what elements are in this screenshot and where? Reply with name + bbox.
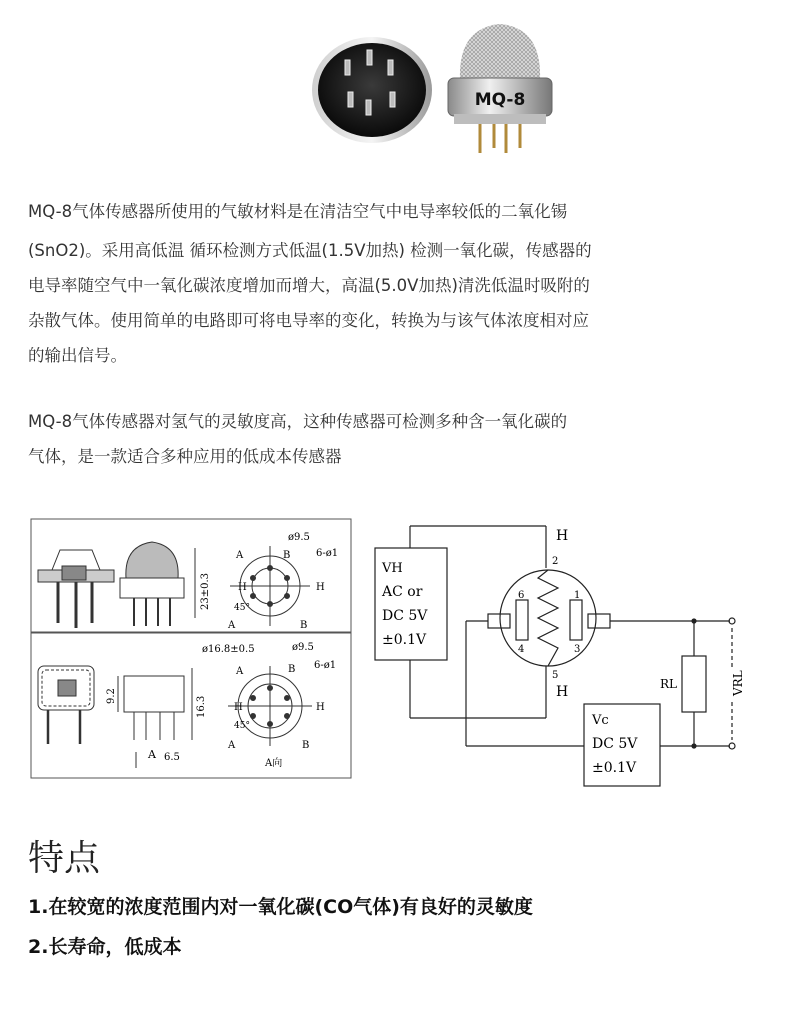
h-bottom-label: H	[556, 684, 569, 700]
dim-bottom-arrow-label: A	[148, 748, 156, 761]
description-paragraph-2	[28, 404, 768, 474]
feature-item-1: 1.在较宽的浓度范围内对一氧化碳(CO气体)有良好的灵敏度	[28, 896, 533, 918]
dim-top-label-b: B	[283, 550, 291, 561]
p1-line-4: 杂散气体。使用简单的电路即可将电导率的变化，转换为与该气体浓度相对应	[28, 311, 589, 330]
dim-bottom-outer-dia: ø16.8±0.5	[202, 644, 255, 655]
pin-1: 1	[574, 590, 581, 601]
dim-bottom-view-label: A向	[265, 758, 283, 769]
vrl-label: VRL	[731, 670, 745, 696]
p2-line-2: 气体，是一款适合多种应用的低成本传感器	[28, 447, 342, 466]
dim-bottom-pins: 6-ø1	[314, 660, 337, 671]
product-label: MQ-8	[474, 90, 526, 110]
dim-top-label-h2: H	[316, 582, 325, 593]
sensor-bottom-photo	[300, 30, 450, 150]
dim-top-label-a2: A	[228, 620, 236, 631]
dim-bottom-dia: ø9.5	[292, 642, 314, 653]
dim-top-dia: ø9.5	[288, 532, 310, 543]
pin-3: 3	[574, 644, 581, 655]
vh-label: VH	[382, 561, 403, 576]
vc-label: Vc	[592, 713, 609, 728]
vh-line-4: ±0.1V	[382, 632, 427, 648]
dim-top-label-a: A	[236, 550, 244, 561]
pin-4: 4	[518, 644, 525, 655]
feature-item-2: 2.长寿命，低成本	[28, 936, 182, 958]
dim-top-height: 23±0.3	[200, 572, 211, 610]
dim-bottom-angle: 45°	[234, 721, 250, 731]
dim-bottom-label-a: A	[236, 666, 244, 677]
dim-bottom-label-a2: A	[228, 740, 236, 751]
vc-line-3: ±0.1V	[592, 760, 637, 776]
features-title: 特点	[28, 838, 101, 879]
dim-top-label-h1: H	[238, 582, 247, 593]
dim-bottom-label-h1: H	[234, 702, 243, 713]
p1-line-3: 电导率随空气中一氧化碳浓度增加而增大，高温(5.0V加热)清洗低温时吸附的	[28, 276, 590, 295]
vh-line-2: AC or	[382, 584, 423, 600]
dim-top-angle: 45°	[234, 603, 250, 613]
p2-line-1: MQ-8气体传感器对氢气的灵敏度高，这种传感器可检测多种含一氧化碳的	[28, 412, 568, 431]
dim-bottom-label-b2: B	[302, 740, 310, 751]
vc-line-2: DC 5V	[592, 736, 638, 752]
p1-line-1: MQ-8气体传感器所使用的气敏材料是在清洁空气中电导率较低的二氧化锡	[28, 202, 568, 221]
p1-line-2: (SnO2)。采用高低温 循环检测方式低温(1.5V加热) 检测一氧化碳，传感器的	[28, 241, 592, 260]
dim-bottom-label-h2: H	[316, 702, 325, 713]
description-paragraph-1	[28, 194, 768, 373]
dim-bottom-h1: 9.2	[106, 688, 117, 704]
dim-top-pins: 6-ø1	[316, 548, 339, 559]
dim-bottom-pin-len: 6.5	[164, 752, 180, 763]
pin-2: 2	[552, 556, 559, 567]
dim-bottom-label-b: B	[288, 664, 296, 675]
vh-line-3: DC 5V	[382, 608, 428, 624]
h-top-label: H	[556, 528, 569, 544]
sensor-top-photo	[440, 18, 560, 158]
rl-label: RL	[660, 677, 678, 691]
p1-line-5: 的输出信号。	[28, 346, 127, 365]
dimension-drawing	[30, 518, 352, 780]
dim-bottom-h2: 16.3	[196, 695, 207, 718]
pin-6: 6	[518, 590, 525, 601]
pin-5: 5	[552, 670, 559, 681]
circuit-diagram	[370, 518, 780, 793]
dim-top-label-b2: B	[300, 620, 308, 631]
